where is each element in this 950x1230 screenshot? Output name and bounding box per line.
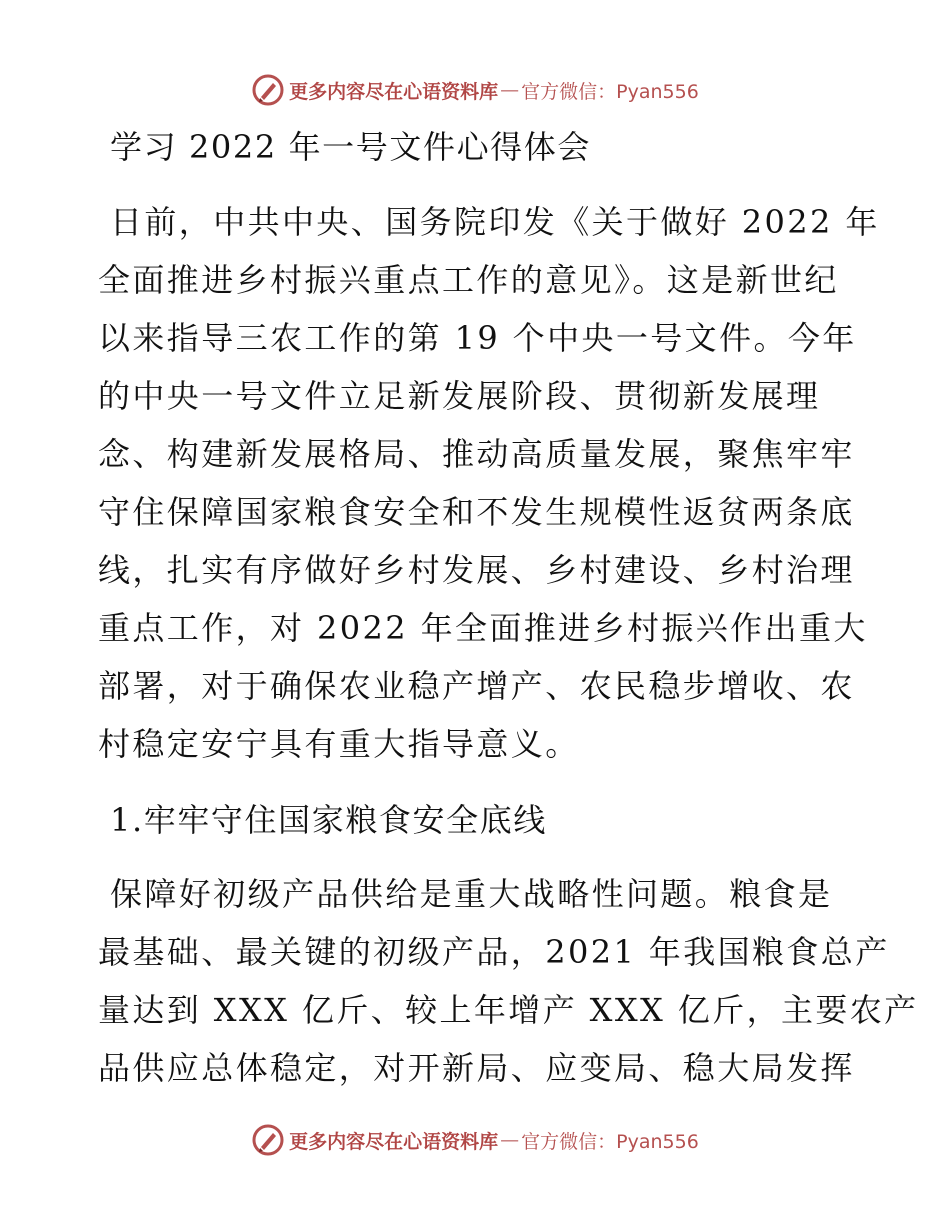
paragraph-line: 最基础、最关键的初级产品，2021 年我国粮食总产 [98, 933, 890, 971]
watermark-contact: 官方微信：Pyan556 [521, 80, 699, 103]
pen-logo-icon [251, 1123, 285, 1157]
paragraph-line: 村稳定安宁具有重大指导意义。 [98, 725, 580, 763]
section-heading: 1.牢牢守住国家粮食安全底线 [110, 801, 547, 839]
watermark-dash: — [500, 1129, 520, 1151]
document-title: 学习 2022 年一号文件心得体会 [110, 128, 591, 166]
footer-watermark [0, 1120, 950, 1160]
paragraph-line: 以来指导三农工作的第 19 个中央一号文件。今年 [98, 319, 857, 357]
paragraph-line: 保障好初级产品供给是重大战略性问题。粮食是 [110, 875, 833, 913]
pen-logo-icon [251, 73, 285, 107]
watermark-title: 更多内容尽在心语资料库 [289, 80, 499, 103]
header-watermark [0, 70, 950, 110]
paragraph-line: 守住保障国家粮食安全和不发生规模性返贫两条底 [98, 493, 855, 531]
paragraph-line: 的中央一号文件立足新发展阶段、贯彻新发展理 [98, 377, 821, 415]
paragraph-line: 线，扎实有序做好乡村发展、乡村建设、乡村治理 [98, 551, 855, 589]
paragraph-line: 品供应总体稳定，对开新局、应变局、稳大局发挥 [98, 1049, 855, 1087]
paragraph-line: 念、构建新发展格局、推动高质量发展，聚焦牢牢 [98, 435, 855, 473]
paragraph-line: 日前，中共中央、国务院印发《关于做好 2022 年 [110, 203, 880, 241]
paragraph-line: 全面推进乡村振兴重点工作的意见》。这是新世纪 [98, 261, 839, 299]
paragraph-line: 部署，对于确保农业稳产增产、农民稳步增收、农 [98, 667, 855, 705]
watermark-contact: 官方微信：Pyan556 [521, 1130, 699, 1153]
paragraph-line: 量达到 XXX 亿斤、较上年增产 XXX 亿斤，主要农产 [98, 991, 919, 1029]
watermark-dash: — [500, 79, 520, 101]
watermark-title: 更多内容尽在心语资料库 [289, 1130, 499, 1153]
paragraph-line: 重点工作，对 2022 年全面推进乡村振兴作出重大 [98, 609, 868, 647]
